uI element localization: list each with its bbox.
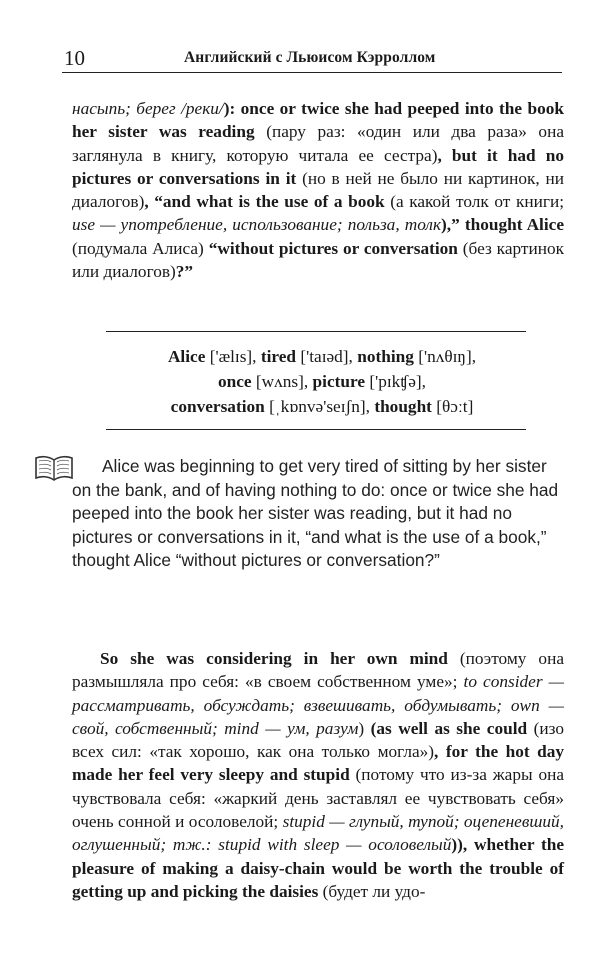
translation-text: )	[358, 718, 371, 738]
pronunciation-box	[72, 344, 572, 419]
page-number: 10	[64, 46, 85, 70]
commentary-paragraph-2	[72, 647, 564, 903]
original-text: , “and what is the use of a book	[144, 192, 385, 212]
original-text: So she was considering in her own mind	[100, 649, 448, 668]
divider-top	[106, 331, 526, 332]
original-text: (as well as she could	[370, 718, 528, 738]
original-text: whether the pleasure of making a daisy-chain would be worth the trouble of getting up and picking the daisies	[72, 835, 565, 901]
original-text: “without pictures or conversation	[208, 238, 458, 258]
translation-text: (пару раз: «один или два раза» она заглянула в книгу, которую читала ее сестра)	[72, 122, 564, 165]
original-text: , but it had no pictures or conversations in it	[72, 145, 565, 188]
transcription: ['ælɪs],	[205, 347, 261, 366]
gloss-text: to consider — рассматривать, обсуждать; взвешивать, обдумывать; own — свой, собственный; mind — ум, разум	[72, 672, 564, 738]
gloss-text: stupid — глупый, тупой; оцепеневший, оглушенный; тж.: stupid with sleep — осоловелый	[72, 812, 564, 855]
divider-bottom	[106, 429, 526, 430]
running-header	[62, 44, 562, 73]
transcription: ['pɪkʧə],	[365, 372, 426, 391]
gloss-text: use — употребление, использование; польза, толк	[72, 215, 442, 235]
translation-text: (изо всех сил: «так хорошо, как она только могла»)	[72, 718, 564, 762]
vocab-word: Alice	[167, 347, 206, 366]
commentary-paragraph-1	[72, 97, 564, 283]
running-title: Английский с Льюисом Кэрроллом	[184, 49, 436, 66]
translation-text: (а какой толк от книги;	[384, 192, 564, 212]
vocab-line	[72, 344, 572, 369]
vocab-word: nothing	[357, 347, 414, 366]
translation-text: (но в ней не было ни картинок, ни диалогов)	[72, 168, 564, 212]
original-text: ):	[223, 99, 236, 118]
vocab-word: conversation	[170, 397, 265, 416]
translation-text: (поэтому она размышляла про себя: «в своем собственном уме»;	[72, 649, 564, 692]
vocab-word: tired	[260, 347, 297, 366]
open-book-icon	[34, 454, 74, 482]
original-text: ?”	[175, 262, 194, 282]
translation-text: (подумала Алиса)	[72, 238, 209, 258]
vocab-line	[72, 369, 572, 394]
transcription: [ˌkɒnvə'seɪʃn],	[264, 397, 375, 416]
vocab-word: thought	[374, 397, 432, 416]
gloss-text: насыпь; берег /реки/	[72, 99, 224, 118]
vocab-line	[72, 394, 572, 419]
translation-text: (без картинок или диалогов)	[72, 238, 564, 282]
translation-text: (будет ли удо-	[318, 881, 426, 901]
transcription: [θɔːt]	[431, 397, 474, 416]
vocab-word: once	[217, 372, 252, 391]
transcription: ['nʌθɪŋ],	[413, 347, 477, 366]
original-text: )),	[451, 835, 475, 855]
transcription: [wʌns],	[251, 372, 313, 391]
original-excerpt: Alice was beginning to get very tired of sitting by her sister on the bank, and of having nothing to do: once or twice she had peeped into the book her sister was reading, but it had no pictures or conversations in it, “and what is the use of a book,” thought Alice “without pictures or conversation?”	[72, 456, 559, 570]
translation-text: (потому что из-за жары она чувствовала себя: «жаркий день заставлял ее чувствовать себя» очень сонной и осоловелой;	[72, 765, 564, 832]
original-text: once or twice she had peeped into the book her sister was reading	[72, 99, 564, 142]
original-text: , for the hot day made her feel very sleepy and stupid	[72, 742, 564, 785]
original-text: ),” thought Alice	[441, 215, 565, 235]
vocab-word: picture	[312, 372, 366, 391]
transcription: ['taɪəd],	[296, 347, 358, 366]
